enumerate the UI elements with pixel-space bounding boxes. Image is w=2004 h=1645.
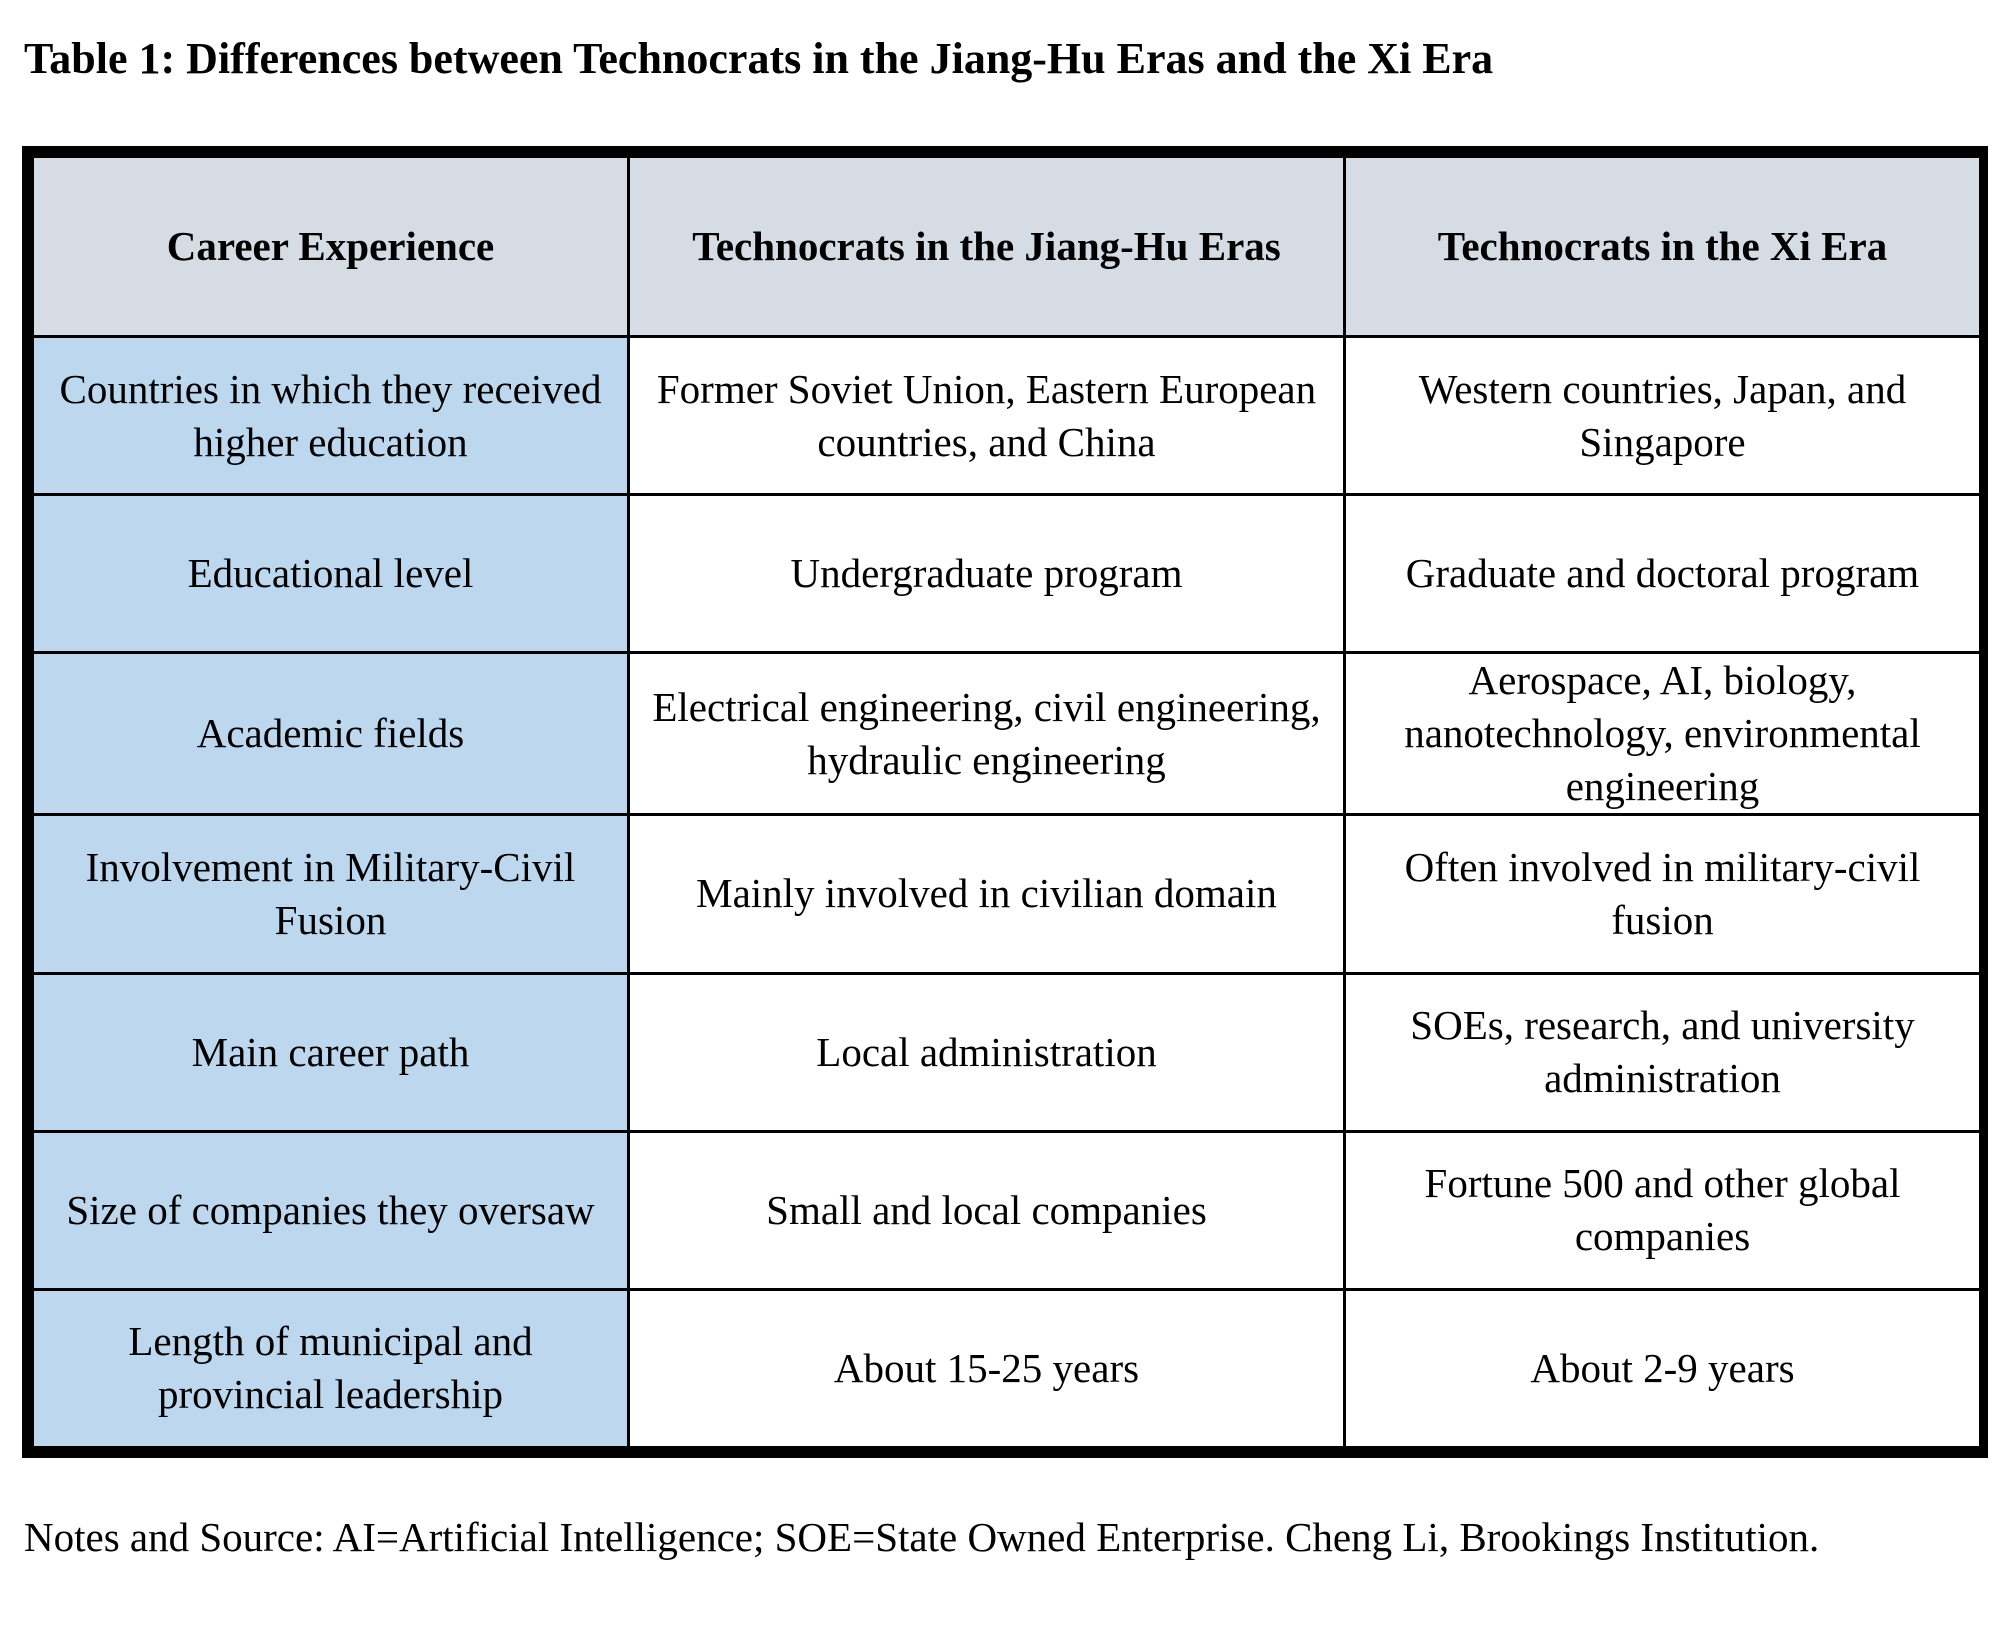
table-cell: Local administration <box>629 973 1345 1131</box>
table-cell: SOEs, research, and university administration <box>1345 973 1981 1131</box>
row-header: Countries in which they received higher education <box>33 337 629 495</box>
column-header-career-experience: Career Experience <box>33 157 629 337</box>
table-cell: Aerospace, AI, biology, nanotechnology, environmental engineering <box>1345 653 1981 815</box>
table-cell: Graduate and doctoral program <box>1345 495 1981 653</box>
table-row <box>33 653 1981 815</box>
notes-and-source: Notes and Source: AI=Artificial Intelligence; SOE=State Owned Enterprise. Cheng Li, Brookings Institution. <box>24 1514 1820 1560</box>
table-row <box>33 815 1981 973</box>
row-header: Main career path <box>33 973 629 1131</box>
row-header: Academic fields <box>33 653 629 815</box>
row-header: Length of municipal and provincial leadership <box>33 1289 629 1447</box>
table-cell: Often involved in military-civil fusion <box>1345 815 1981 973</box>
column-header-xi-era: Technocrats in the Xi Era <box>1345 157 1981 337</box>
table-cell: About 15-25 years <box>629 1289 1345 1447</box>
table-cell: Undergraduate program <box>629 495 1345 653</box>
table-row <box>33 973 1981 1131</box>
row-header: Involvement in Military-Civil Fusion <box>33 815 629 973</box>
table-header-row <box>33 157 1981 337</box>
table-cell: Electrical engineering, civil engineering, hydraulic engineering <box>629 653 1345 815</box>
row-header: Educational level <box>33 495 629 653</box>
table-cell: Mainly involved in civilian domain <box>629 815 1345 973</box>
table-cell: Former Soviet Union, Eastern European countries, and China <box>629 337 1345 495</box>
table-row <box>33 337 1981 495</box>
table-cell: Small and local companies <box>629 1131 1345 1289</box>
table-row <box>33 495 1981 653</box>
table-row <box>33 1289 1981 1447</box>
row-header: Size of companies they oversaw <box>33 1131 629 1289</box>
table-row <box>33 1131 1981 1289</box>
comparison-table-frame <box>22 146 1988 1458</box>
table-cell: About 2-9 years <box>1345 1289 1981 1447</box>
column-header-jiang-hu-eras: Technocrats in the Jiang-Hu Eras <box>629 157 1345 337</box>
table-cell: Western countries, Japan, and Singapore <box>1345 337 1981 495</box>
table-title: Table 1: Differences between Technocrats in the Jiang-Hu Eras and the Xi Era <box>24 34 1494 83</box>
comparison-table <box>31 155 1982 1449</box>
table-cell: Fortune 500 and other global companies <box>1345 1131 1981 1289</box>
